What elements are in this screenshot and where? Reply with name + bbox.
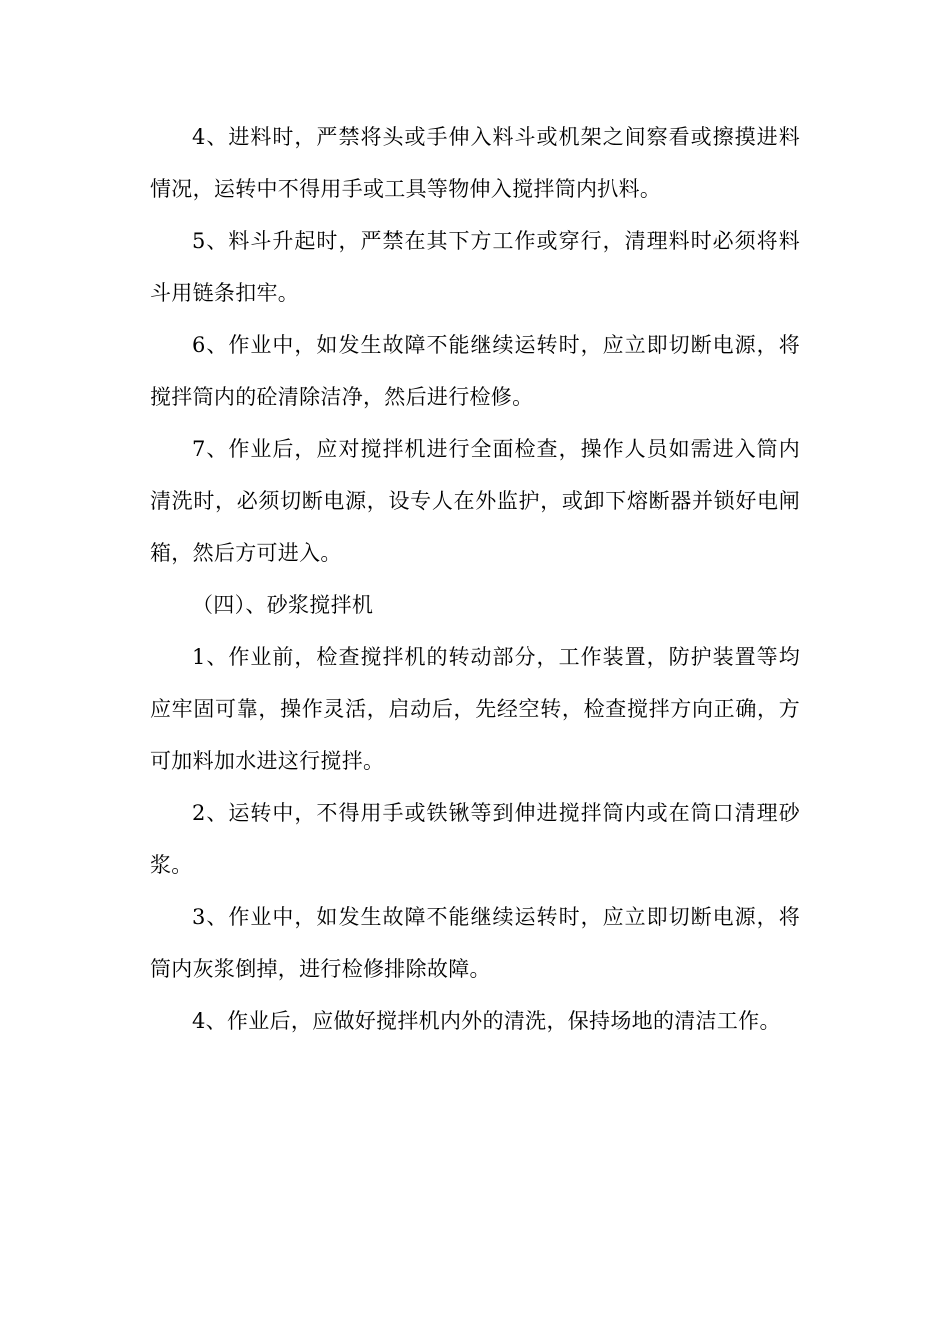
paragraph-hopper-lift: 5、料斗升起时，严禁在其下方工作或穿行，清理料时必须将料斗用链条扣牢。 [150,229,800,305]
document-page [150,111,800,1047]
paragraph-after-work-inspection: 7、作业后，应对搅拌机进行全面检查，操作人员如需进入筒内清洗时，必须切断电源，设专人在外监护，或卸下熔断器并锁好电闸箱，然后方可进入。 [150,437,800,565]
paragraph-fault-repair: 3、作业中，如发生故障不能继续运转时，应立即切断电源，将筒内灰浆倒掉，进行检修排除故障。 [150,905,800,981]
section-heading-mortar-mixer: （四）、砂浆搅拌机 [192,593,374,617]
paragraph-fault-handling: 6、作业中，如发生故障不能继续运转时，应立即切断电源，将搅拌筒内的砼清除洁净，然后进行检修。 [150,333,800,409]
paragraph-operation-rule: 2、运转中，不得用手或铁锹等到伸进搅拌筒内或在筒口清理砂浆。 [150,801,800,877]
paragraph-cleaning: 4、作业后，应做好搅拌机内外的清洗，保持场地的清洁工作。 [192,1009,781,1033]
paragraph-pre-work-check: 1、作业前，检查搅拌机的转动部分，工作装置，防护装置等均应牢固可靠，操作灵活，启动后，先经空转，检查搅拌方向正确，方可加料加水进这行搅拌。 [150,645,800,773]
paragraph-feeding-safety: 4、进料时，严禁将头或手伸入料斗或机架之间察看或擦摸进料情况，运转中不得用手或工具等物伸入搅拌筒内扒料。 [150,125,800,201]
